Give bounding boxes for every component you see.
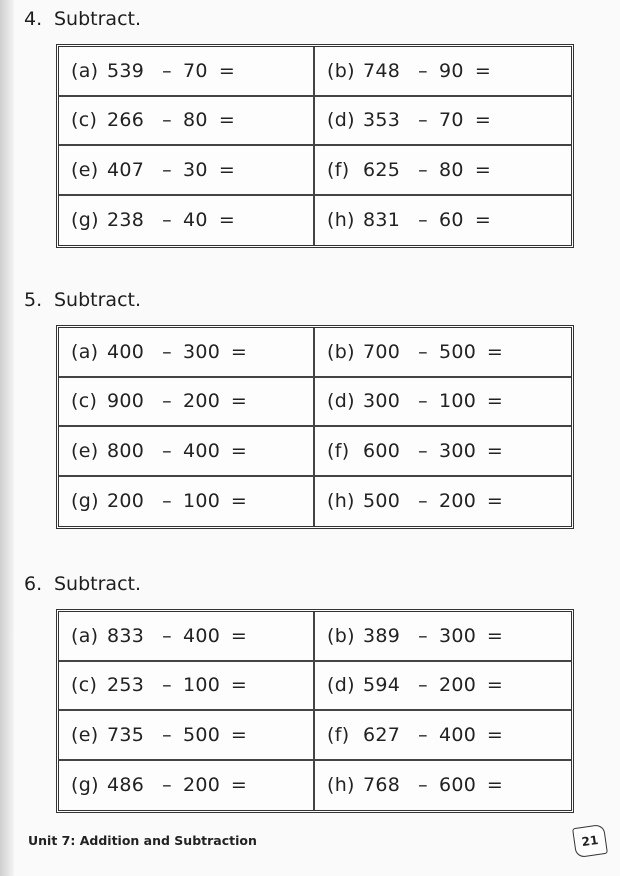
equals-sign: = [486, 390, 504, 413]
equals-sign: = [230, 774, 248, 797]
problem-label: (d) [327, 674, 355, 697]
minus-sign: – [162, 624, 172, 647]
problem-label: (a) [71, 624, 99, 647]
problem-label: (d) [327, 109, 355, 132]
minuend: 253 [107, 674, 145, 697]
minus-sign: – [418, 490, 428, 513]
minuend: 627 [363, 723, 401, 746]
subtrahend: 30 [183, 158, 208, 181]
equals-sign: = [474, 109, 492, 132]
problem-label: (g) [71, 209, 99, 232]
equals-sign: = [474, 209, 492, 232]
problem-label: (e) [71, 439, 99, 462]
minuend: 833 [107, 624, 145, 647]
problem-cell [315, 196, 571, 246]
minuend: 500 [363, 490, 401, 513]
minus-sign: – [418, 109, 428, 132]
subtrahend: 400 [183, 439, 221, 462]
minuend: 486 [107, 774, 145, 797]
minus-sign: – [418, 439, 428, 462]
problem-cell [59, 662, 315, 712]
problem-grid-4 [56, 44, 574, 248]
subtrahend: 100 [439, 390, 477, 413]
page-number: 21 [580, 832, 600, 850]
minus-sign: – [162, 340, 172, 363]
subtrahend: 500 [183, 723, 221, 746]
minus-sign: – [418, 158, 428, 181]
minus-sign: – [162, 490, 172, 513]
minus-sign: – [162, 439, 172, 462]
equals-sign: = [486, 774, 504, 797]
minus-sign: – [418, 390, 428, 413]
problem-cell [59, 146, 315, 196]
minus-sign: – [418, 774, 428, 797]
page-number-badge [572, 824, 608, 858]
equals-sign: = [486, 340, 504, 363]
minuend: 353 [363, 109, 401, 132]
subtrahend: 80 [439, 158, 464, 181]
minuend: 238 [107, 209, 145, 232]
problem-cell [59, 47, 315, 97]
equals-sign: = [486, 490, 504, 513]
problem-cell [315, 662, 571, 712]
section-instruction: Subtract. [54, 573, 142, 595]
equals-sign: = [230, 624, 248, 647]
subtrahend: 70 [439, 109, 464, 132]
subtrahend: 200 [439, 490, 477, 513]
unit-footer-title: Unit 7: Addition and Subtraction [28, 833, 257, 848]
minus-sign: – [162, 109, 172, 132]
equals-sign: = [230, 674, 248, 697]
subtrahend: 90 [439, 59, 464, 82]
problem-cell [315, 427, 571, 477]
problem-grid-6 [56, 609, 574, 813]
problem-cell [315, 97, 571, 147]
problem-label: (h) [327, 209, 355, 232]
minus-sign: – [162, 723, 172, 746]
equals-sign: = [474, 59, 492, 82]
problem-cell [315, 612, 571, 662]
minuend: 300 [363, 390, 401, 413]
equals-sign: = [486, 723, 504, 746]
problem-cell [315, 761, 571, 811]
subtrahend: 500 [439, 340, 477, 363]
section-5-title [24, 289, 141, 311]
subtrahend: 300 [439, 624, 477, 647]
equals-sign: = [218, 109, 236, 132]
problem-cell [315, 711, 571, 761]
subtrahend: 60 [439, 209, 464, 232]
problem-label: (h) [327, 774, 355, 797]
subtrahend: 100 [183, 490, 221, 513]
problem-label: (g) [71, 774, 99, 797]
problem-label: (c) [71, 390, 98, 413]
equals-sign: = [230, 340, 248, 363]
minuend: 594 [363, 674, 401, 697]
equals-sign: = [486, 439, 504, 462]
minuend: 831 [363, 209, 401, 232]
subtrahend: 300 [183, 340, 221, 363]
minus-sign: – [418, 674, 428, 697]
problem-cell [59, 612, 315, 662]
problem-label: (b) [327, 624, 355, 647]
equals-sign: = [230, 390, 248, 413]
minus-sign: – [162, 674, 172, 697]
problem-cell [59, 427, 315, 477]
section-number: 4. [24, 8, 43, 30]
minuend: 900 [107, 390, 145, 413]
equals-sign: = [230, 723, 248, 746]
section-instruction: Subtract. [54, 289, 142, 311]
problem-cell [59, 97, 315, 147]
problem-cell [59, 328, 315, 378]
minus-sign: – [162, 59, 172, 82]
problem-cell [315, 47, 571, 97]
minus-sign: – [162, 158, 172, 181]
problem-label: (f) [327, 723, 350, 746]
minuend: 748 [363, 59, 401, 82]
subtrahend: 80 [183, 109, 208, 132]
subtrahend: 400 [439, 723, 477, 746]
section-4-title [24, 8, 141, 30]
equals-sign: = [486, 624, 504, 647]
problem-cell [315, 477, 571, 527]
minus-sign: – [162, 390, 172, 413]
subtrahend: 600 [439, 774, 477, 797]
problem-label: (h) [327, 490, 355, 513]
equals-sign: = [474, 158, 492, 181]
section-instruction: Subtract. [54, 8, 142, 30]
minus-sign: – [418, 340, 428, 363]
equals-sign: = [230, 490, 248, 513]
equals-sign: = [218, 59, 236, 82]
problem-cell [59, 761, 315, 811]
subtrahend: 400 [183, 624, 221, 647]
minuend: 735 [107, 723, 145, 746]
minuend: 400 [107, 340, 145, 363]
problem-cell [59, 196, 315, 246]
problem-label: (b) [327, 340, 355, 363]
subtrahend: 300 [439, 439, 477, 462]
minuend: 539 [107, 59, 145, 82]
minus-sign: – [418, 209, 428, 232]
problem-cell [59, 477, 315, 527]
subtrahend: 40 [183, 209, 208, 232]
subtrahend: 70 [183, 59, 208, 82]
problem-grid-5 [56, 325, 574, 529]
section-6-title [24, 573, 141, 595]
equals-sign: = [486, 674, 504, 697]
subtrahend: 200 [183, 390, 221, 413]
minuend: 407 [107, 158, 145, 181]
problem-label: (c) [71, 109, 98, 132]
problem-cell [315, 378, 571, 428]
minus-sign: – [418, 624, 428, 647]
minus-sign: – [162, 209, 172, 232]
problem-label: (e) [71, 158, 99, 181]
minuend: 768 [363, 774, 401, 797]
minus-sign: – [162, 774, 172, 797]
problem-cell [59, 378, 315, 428]
problem-cell [315, 146, 571, 196]
problem-label: (d) [327, 390, 355, 413]
minuend: 200 [107, 490, 145, 513]
minus-sign: – [418, 59, 428, 82]
page-edge-shadow [0, 0, 14, 876]
problem-label: (f) [327, 158, 350, 181]
problem-label: (c) [71, 674, 98, 697]
minuend: 600 [363, 439, 401, 462]
problem-cell [315, 328, 571, 378]
minuend: 389 [363, 624, 401, 647]
minuend: 700 [363, 340, 401, 363]
problem-label: (f) [327, 439, 350, 462]
minuend: 266 [107, 109, 145, 132]
equals-sign: = [218, 209, 236, 232]
problem-cell [59, 711, 315, 761]
problem-label: (e) [71, 723, 99, 746]
subtrahend: 100 [183, 674, 221, 697]
equals-sign: = [230, 439, 248, 462]
section-number: 6. [24, 573, 43, 595]
equals-sign: = [218, 158, 236, 181]
minuend: 625 [363, 158, 401, 181]
subtrahend: 200 [439, 674, 477, 697]
minuend: 800 [107, 439, 145, 462]
problem-label: (b) [327, 59, 355, 82]
section-number: 5. [24, 289, 43, 311]
minus-sign: – [418, 723, 428, 746]
problem-label: (a) [71, 59, 99, 82]
problem-label: (g) [71, 490, 99, 513]
subtrahend: 200 [183, 774, 221, 797]
problem-label: (a) [71, 340, 99, 363]
